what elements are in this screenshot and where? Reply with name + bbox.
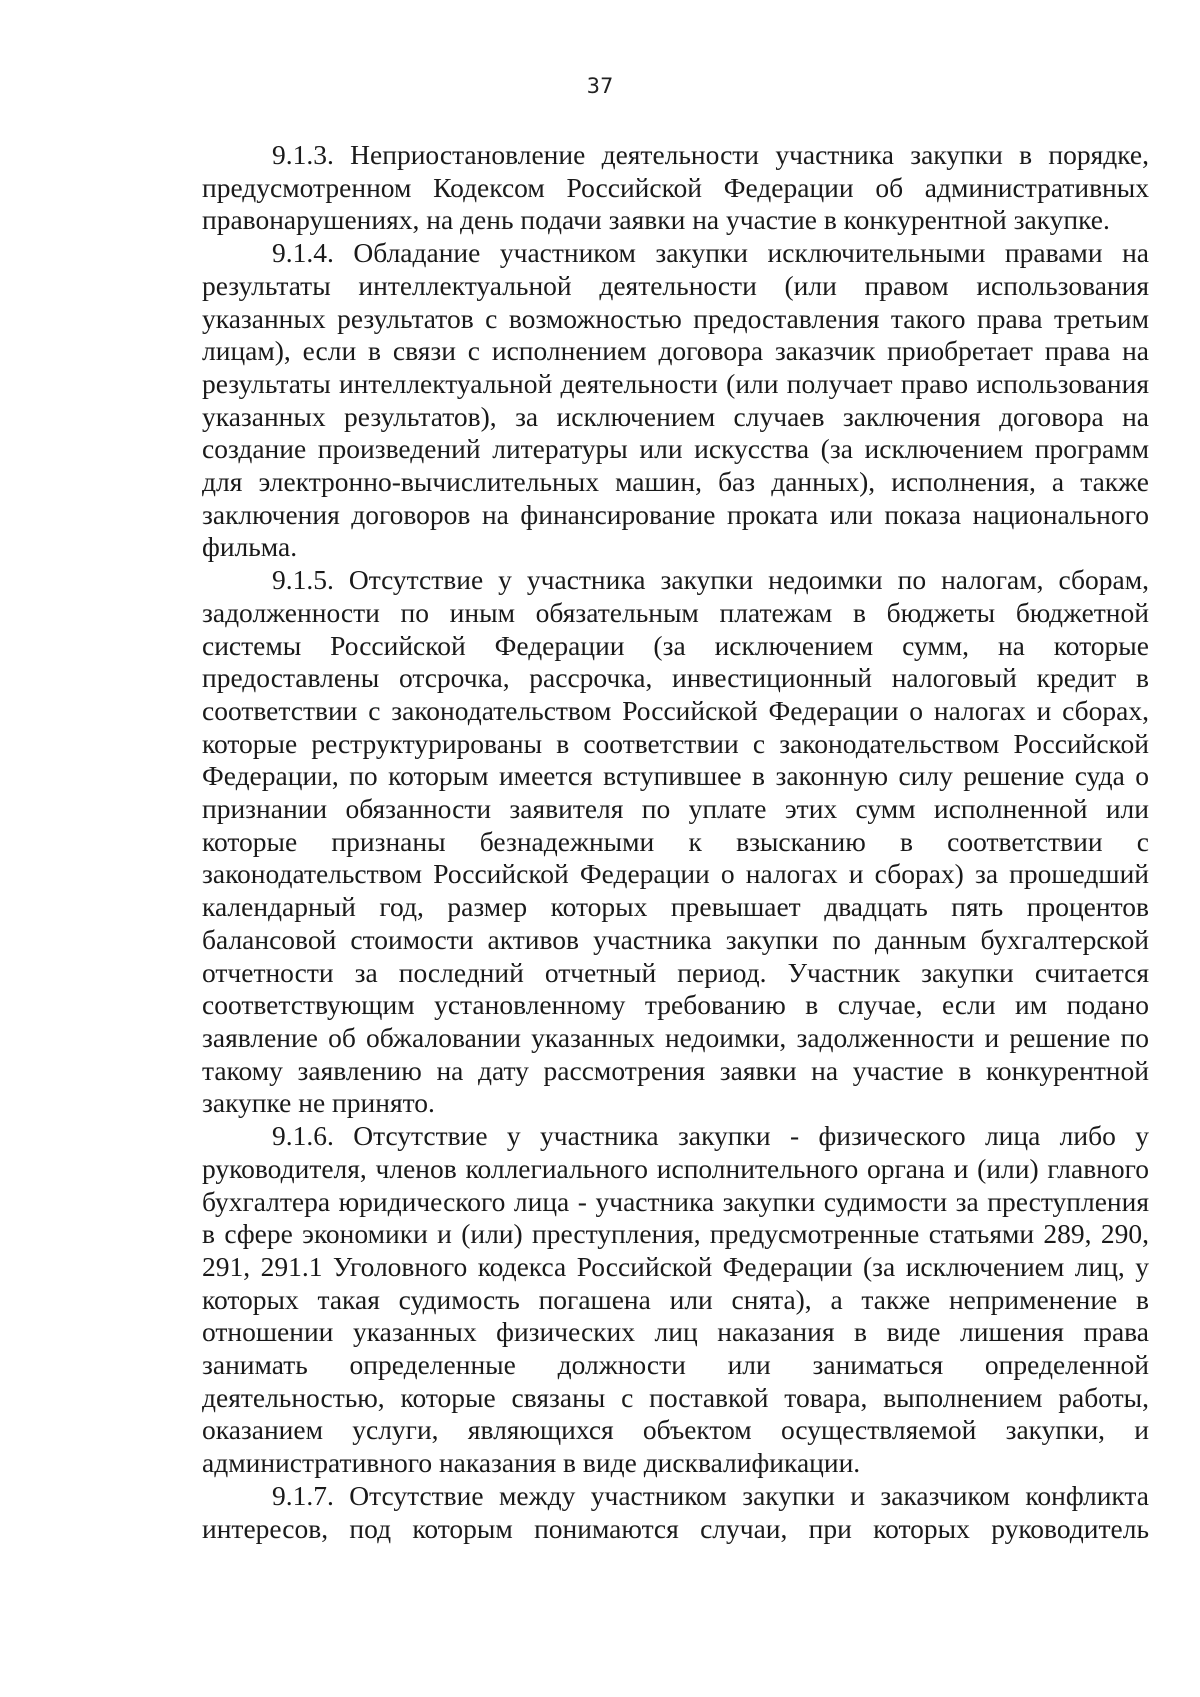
paragraph-9-1-5: 9.1.5. Отсутствие у участника закупки недоимки по налогам, сборам, задолженности по иным обязательным платежам в бюджеты бюджетной системы Российской Федерации (за исключением сумм, на которые предоставлены отсрочка, рассрочка, инвестиционный налоговый кредит в соответствии с законодательством Российской Федерации о налогах и сборах, которые реструктурированы в соответствии с законодательством Российской Федерации, по которым имеется вступившее в законную силу решение суда о признании обязанности заявителя по уплате этих сумм исполненной или которые признаны безнадежными к взысканию в соответствии с законодательством Российской Федерации о налогах и сборах) за прошедший календарный год, размер которых превышает двадцать пять процентов балансовой стоимости активов участника закупки по данным бухгалтерской отчетности за последний отчетный период. Участник закупки считается соответствующим установленному требованию в случае, если им подано заявление об обжаловании указанных недоимки, задолженности и решение по такому заявлению на дату рассмотрения заявки на участие в конкурентной закупке не принято. — [202, 564, 1149, 1119]
paragraph-9-1-7: 9.1.7. Отсутствие между участником закупки и заказчиком конфликта интересов, под которым понимаются случаи, при которых руководитель — [202, 1479, 1149, 1544]
document-body — [202, 139, 1149, 1545]
paragraph-9-1-4: 9.1.4. Обладание участником закупки исключительными правами на результаты интеллектуальной деятельности (или правом использования указанных результатов с возможностью предоставления такого права третьим лицам), если в связи с исполнением договора заказчик приобретает права на результаты интеллектуальной деятельности (или получает право использования указанных результатов), за исключением случаев заключения договора на создание произведений литературы или искусства (за исключением программ для электронно-вычислительных машин, баз данных), исполнения, а также заключения договоров на финансирование проката или показа национального фильма. — [202, 237, 1149, 563]
paragraph-9-1-6: 9.1.6. Отсутствие у участника закупки - физического лица либо у руководителя, членов коллегиального исполнительного органа и (или) главного бухгалтера юридического лица - участника закупки судимости за преступления в сфере экономики и (или) преступления, предусмотренные статьями 289, 290, 291, 291.1 Уголовного кодекса Российской Федерации (за исключением лиц, у которых такая судимость погашена или снята), а также неприменение в отношении указанных физических лиц наказания в виде лишения права занимать определенные должности или заниматься определенной деятельностью, которые связаны с поставкой товара, выполнением работы, оказанием услуги, являющихся объектом осуществляемой закупки, и административного наказания в виде дисквалификации. — [202, 1120, 1149, 1479]
page-number: 37 — [586, 74, 614, 98]
paragraph-9-1-3: 9.1.3. Неприостановление деятельности участника закупки в порядке, предусмотренном Кодексом Российской Федерации об административных правонарушениях, на день подачи заявки на участие в конкурентной закупке. — [202, 139, 1149, 236]
